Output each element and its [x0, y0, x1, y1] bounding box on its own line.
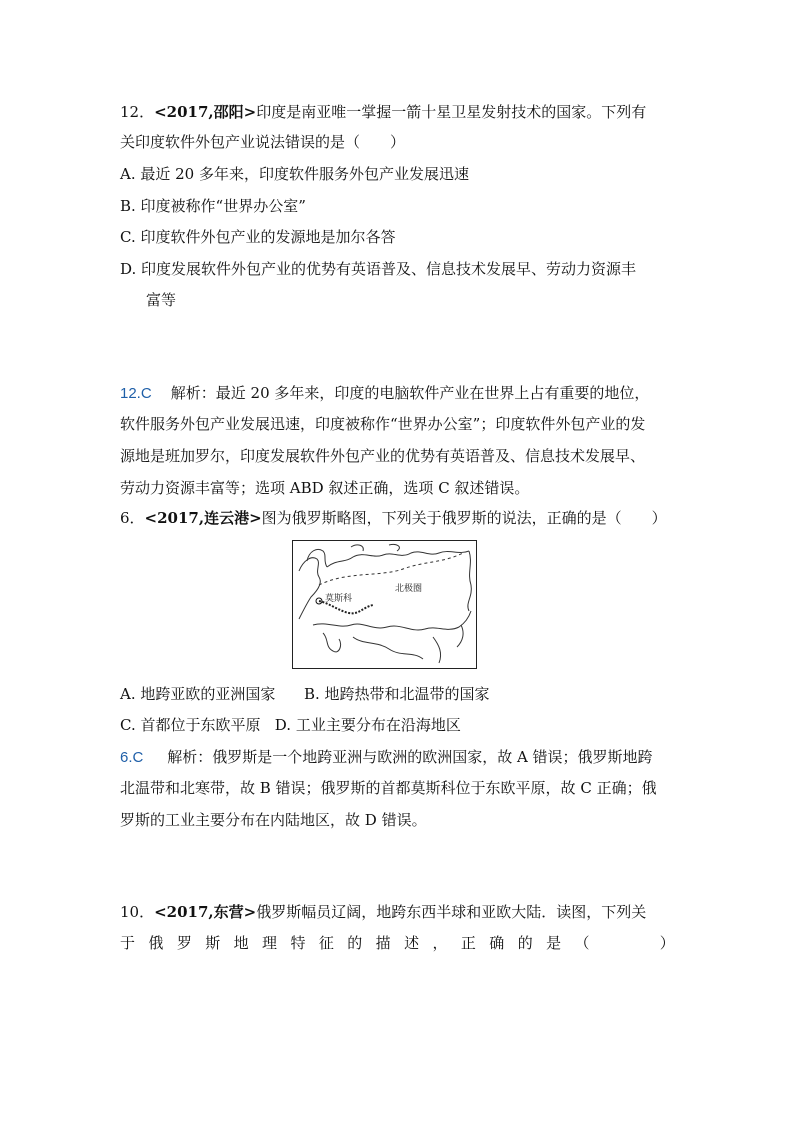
q6-option-b: B. 地跨热带和北温带的国家 — [303, 685, 490, 703]
a12-line3: 源地是班加罗尔，印度发展软件外包产业的优势有英语普及、信息技术发展早、 — [120, 447, 646, 465]
q6-option-d: D. 工业主要分布在沿海地区 — [274, 716, 461, 734]
island-novaya — [351, 545, 363, 551]
stem-char — [631, 933, 646, 953]
island-japan — [457, 625, 463, 647]
q12-option-a: A. 最近 20 多年来，印度软件服务外包产业发展迅速 — [120, 165, 469, 183]
a6-line3: 罗斯的工业主要分布在内陆地区，故 D 错误。 — [120, 811, 427, 829]
q12-option-b: B. 印度被称作“世界办公室” — [120, 197, 306, 215]
question-text: 印度是南亚唯一掌握一箭十星卫星发射技术的国家。下列有 — [256, 103, 647, 121]
stem-char: 的 — [517, 934, 533, 952]
q12-option-c: C. 印度软件外包产业的发源地是加尔各答 — [120, 228, 396, 246]
source-tag: <2017,邵阳> — [154, 103, 257, 121]
q10-stem-line1 — [120, 902, 646, 922]
q10-stem-line2 — [120, 933, 675, 953]
q6-options-ab — [120, 684, 490, 704]
border-south — [313, 611, 471, 630]
a6-line1 — [120, 747, 653, 768]
russia-map — [292, 540, 477, 669]
answer-label: 6.C — [120, 749, 144, 766]
q6-option-c: C. 首都位于东欧平原 — [120, 716, 261, 734]
stem-char: 理 — [262, 934, 278, 952]
a6-line2: 北温带和北寒带，故 B 错误；俄罗斯的首都莫斯科位于东欧平原，故 C 正确；俄 — [120, 779, 657, 797]
q12-stem-line1 — [120, 102, 646, 122]
stem-char: 描 — [375, 934, 391, 952]
q6-stem — [120, 508, 667, 528]
stem-char: ， — [432, 934, 448, 952]
stem-char: 正 — [460, 934, 476, 952]
coastline-east — [433, 637, 441, 663]
stem-char: 于 — [120, 934, 136, 952]
island-severnaya — [389, 544, 399, 551]
question-text: 俄罗斯幅员辽阔，地跨东西半球和亚欧大陆．读图，下列关 — [256, 903, 647, 921]
answer-text: 解析：俄罗斯是一个地跨亚洲与欧洲的欧洲国家，故 A 错误；俄罗斯地跨 — [167, 748, 653, 766]
map-label-arctic-circle: 北极圈 — [395, 584, 423, 594]
map-label-moscow: 莫斯科 — [325, 594, 353, 604]
arctic-circle-line — [319, 553, 463, 585]
question-number: 6． — [120, 509, 145, 527]
answer-label: 12.C — [120, 385, 152, 402]
stem-char — [603, 933, 618, 953]
q12-option-d-cont: 富等 — [146, 291, 177, 309]
question-number: 10． — [120, 903, 155, 921]
answer-text: 解析：最近 20 多年来，印度的电脑软件产业在世界上占有重要的地位， — [170, 384, 650, 402]
question-number: 12． — [120, 103, 155, 121]
stem-char: 是 — [546, 934, 562, 952]
coastline-asia — [353, 637, 423, 659]
coastline-europe — [299, 558, 320, 619]
a12-line1 — [120, 383, 649, 404]
stem-char: 的 — [347, 934, 363, 952]
inland-sea — [323, 633, 341, 652]
q6-option-a: A. 地跨亚欧的亚洲国家 — [120, 685, 276, 703]
coastline-arctic — [327, 551, 469, 567]
stem-char: 确 — [489, 934, 505, 952]
stem-char: （ — [574, 934, 590, 952]
question-text: 图为俄罗斯略图，下列关于俄罗斯的说法，正确的是（ ） — [261, 509, 667, 527]
stem-char: 地 — [233, 934, 249, 952]
source-tag: <2017,东营> — [154, 903, 257, 921]
stem-char: 罗 — [176, 934, 192, 952]
stem-char: 斯 — [205, 934, 221, 952]
q6-options-cd — [120, 715, 461, 735]
stem-char: 征 — [318, 934, 334, 952]
stem-char: 俄 — [148, 934, 164, 952]
coastline-pacific — [468, 551, 471, 611]
a12-line4: 劳动力资源丰富等；选项 ABD 叙述正确，选项 C 叙述错误。 — [120, 479, 530, 497]
stem-char: 特 — [290, 934, 306, 952]
stem-char: ） — [659, 934, 675, 952]
q12-option-d: D. 印度发展软件外包产业的优势有英语普及、信息技术发展早、劳动力资源丰 — [120, 260, 637, 278]
stem-char: 述 — [404, 934, 420, 952]
a12-line2: 软件服务外包产业发展迅速，印度被称作“世界办公室”；印度软件外包产业的发 — [120, 415, 646, 433]
source-tag: <2017,连云港> — [144, 509, 262, 527]
q12-stem-line2: 关印度软件外包产业说法错误的是（ ） — [120, 133, 406, 151]
